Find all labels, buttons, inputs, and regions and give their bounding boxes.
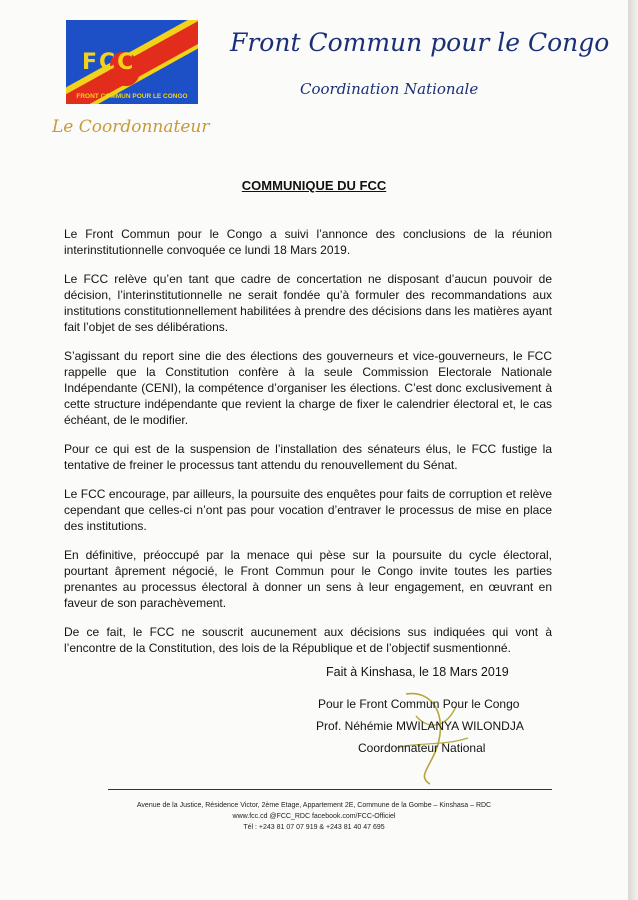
page-edge-shadow	[628, 0, 638, 900]
paragraph-2: Le FCC relève qu’en tant que cadre de concertation ne disposant d’aucun pouvoir de décision, l’interinstitutionnelle ne serait fondée qu’à formuler des recommandations aux institutions constitutionnellement habilitées à prendre des décisions dans les matières ayant fait l’objet de ses délibérations.	[64, 272, 552, 334]
footer-address: Avenue de la Justice, Résidence Victor, 2ème Etage, Appartement 2E, Commune de la Gombe – Kinshasa – RDC	[136, 802, 492, 809]
logo-acronym: FCC	[82, 50, 136, 75]
footer-phone: Tél : +243 81 07 07 919 & +243 81 40 47 695	[243, 824, 385, 831]
footer-divider	[108, 789, 552, 790]
footer	[0, 800, 628, 833]
paragraph-1: Le Front Commun pour le Congo a suivi l’annonce des conclusions de la réunion interinstitutionnelle convoquée ce lundi 18 Mars 2019.	[64, 227, 552, 257]
org-title: Front Commun pour le Congo	[230, 28, 610, 57]
logo-subtitle: FRONT COMMUN POUR LE CONGO	[76, 93, 188, 100]
signatory-name: Prof. Néhémie MWILANYA WILONDJA	[316, 719, 524, 733]
signature-on-behalf: Pour le Front Commun Pour le Congo	[318, 697, 520, 711]
paragraph-7: De ce fait, le FCC ne souscrit aucunement aux décisions sus indiquées qui vont à l’encontre de la Constitution, des lois de la République et de l’objectif susmentionné.	[64, 625, 552, 655]
office-title: Le Coordonnateur	[52, 117, 210, 137]
paragraph-5: Le FCC encourage, par ailleurs, la poursuite des enquêtes pour faits de corruption et relève cependant que celles-ci n’ont pas pour vocation d’entraver le processus de mise en place des institutions.	[64, 487, 552, 533]
paragraph-6: En définitive, préoccupé par la menace qui pèse sur la poursuite du cycle électoral, pourtant âprement négocié, le Front Commun pour le Congo invite toutes les parties prenantes au processus électoral à donner un sens à leur engagement, en œuvrant en faveur de son parachèvement.	[64, 548, 552, 610]
signatory-role: Coordonnateur National	[358, 741, 486, 755]
org-subtitle: Coordination Nationale	[300, 80, 479, 98]
footer-web: www.fcc.cd @FCC_RDC facebook.com/FCC-Officiel	[232, 813, 396, 820]
fcc-logo	[66, 20, 198, 104]
signature-block	[316, 693, 556, 759]
place-date: Fait à Kinshasa, le 18 Mars 2019	[326, 665, 509, 679]
communique-heading: COMMUNIQUE DU FCC	[241, 178, 387, 193]
communique-body	[64, 226, 552, 669]
paragraph-4: Pour ce qui est de la suspension de l’installation des sénateurs élus, le FCC fustige la tentative de freiner le processus tant attendu du renouvellement du Sénat.	[64, 442, 552, 472]
paragraph-3: S’agissant du report sine die des élections des gouverneurs et vice-gouverneurs, le FCC rappelle que la Constitution confère à la seule Commission Electorale Nationale Indépendante (CENI), la compétence d’organiser les élections. C’est donc exclusivement à cette structure indépendante que revient la charge de fixer le calendrier électoral et, le cas échéant, de le modifier.	[64, 349, 552, 427]
